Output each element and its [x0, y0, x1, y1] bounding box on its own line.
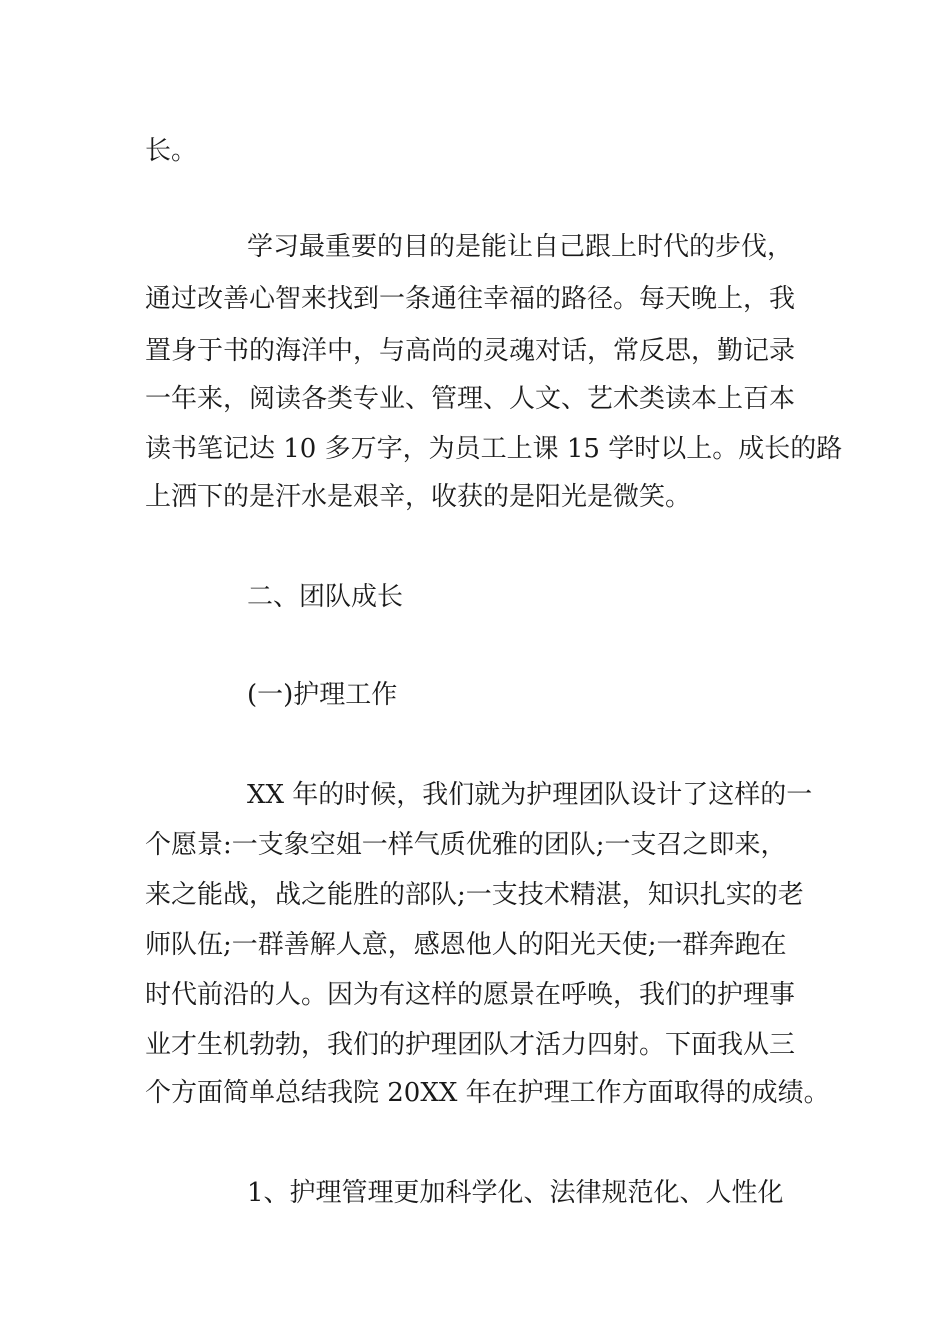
- text-line: 时代前沿的人。因为有这样的愿景在呼唤，我们的护理事: [145, 980, 796, 1010]
- text-line: 业才生机勃勃，我们的护理团队才活力四射。下面我从三: [145, 1030, 796, 1060]
- text-line: 置身于书的海洋中，与高尚的灵魂对话，常反思，勤记录: [145, 336, 796, 366]
- paragraph-first-line: XX 年的时候，我们就为护理团队设计了这样的一: [247, 780, 813, 810]
- paragraph-first-line: 学习最重要的目的是能让自己跟上时代的步伐，: [247, 232, 794, 262]
- section-heading: 二、团队成长: [247, 582, 404, 612]
- text-line: 上洒下的是汗水是艰辛，收获的是阳光是微笑。: [145, 482, 692, 512]
- subsection-heading: (一)护理工作: [247, 680, 398, 710]
- text-line: 通过改善心智来找到一条通往幸福的路径。每天晚上，我: [145, 284, 796, 314]
- text-line: 个愿景:一支象空姐一样气质优雅的团队;一支召之即来，: [145, 830, 787, 860]
- text-line: 来之能战，战之能胜的部队;一支技术精湛，知识扎实的老: [145, 880, 804, 910]
- text-line: 师队伍;一群善解人意，感恩他人的阳光天使;一群奔跑在: [145, 930, 787, 960]
- text-line: 长。: [145, 136, 198, 166]
- text-line: 个方面简单总结我院 20XX 年在护理工作方面取得的成绩。: [145, 1078, 830, 1108]
- text-line: 读书笔记达 10 多万字，为员工上课 15 学时以上。成长的路: [145, 434, 843, 464]
- text-line: 一年来，阅读各类专业、管理、人文、艺术类读本上百本: [145, 384, 796, 414]
- numbered-heading: 1、护理管理更加科学化、法律规范化、人性化: [247, 1178, 784, 1208]
